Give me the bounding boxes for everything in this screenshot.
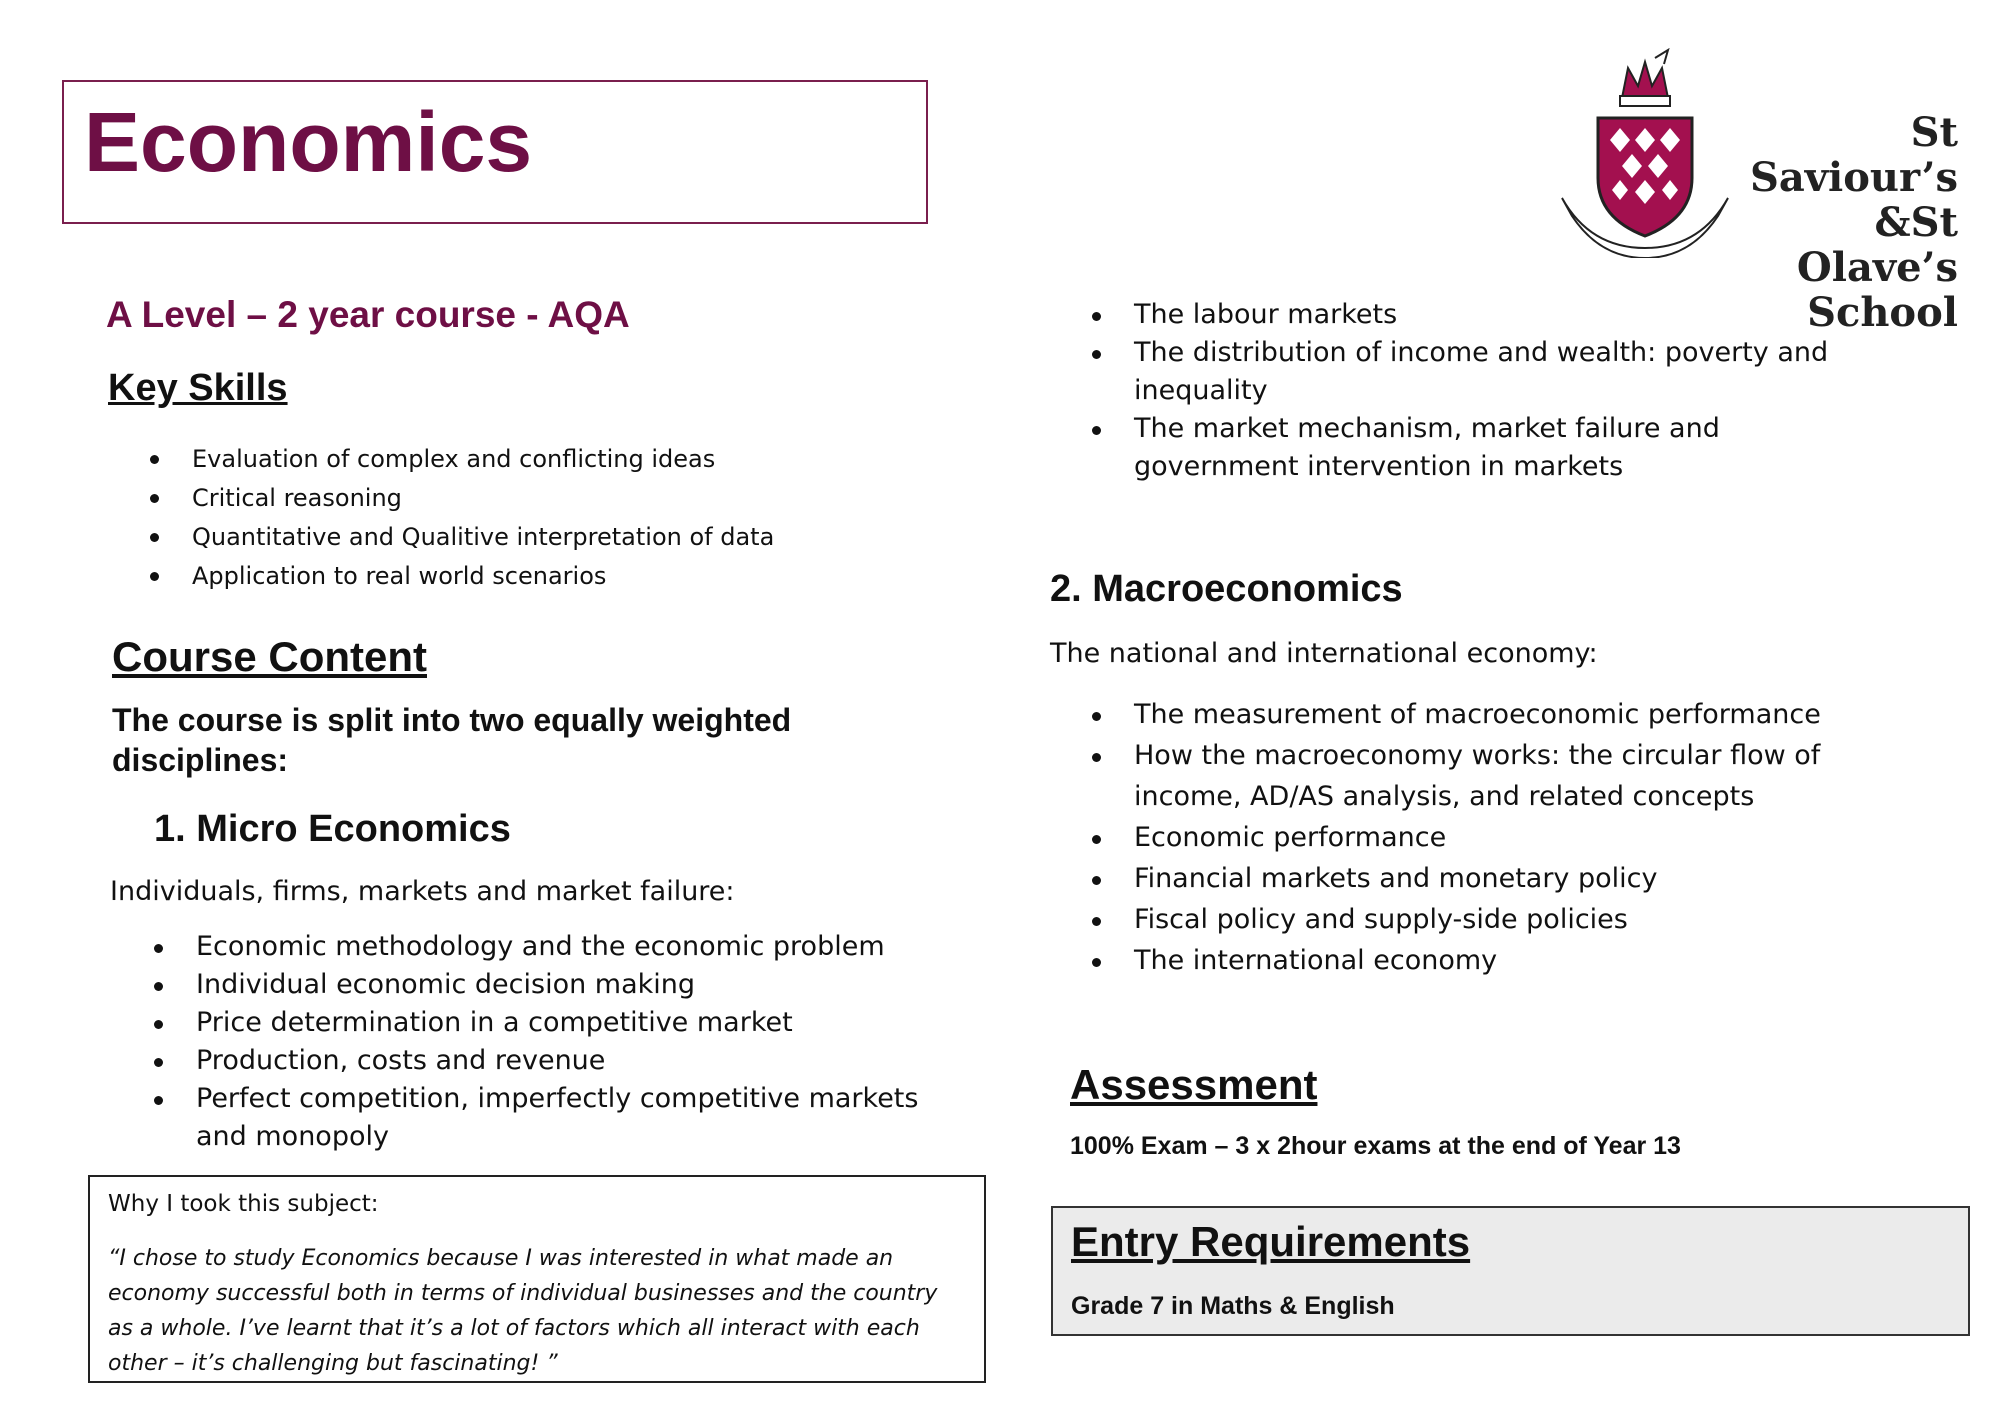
list-item-text: Fiscal policy and supply-side policies bbox=[1134, 904, 1628, 935]
bullet-icon bbox=[154, 1058, 163, 1067]
micro-intro: Individuals, firms, markets and market failure: bbox=[110, 876, 735, 907]
bullet-icon bbox=[150, 494, 159, 503]
macro-heading: 2. Macroeconomics bbox=[1050, 568, 1403, 610]
list-item bbox=[1134, 694, 1934, 735]
list-item-text: Economic performance bbox=[1134, 822, 1447, 853]
assessment-heading: Assessment bbox=[1070, 1061, 1318, 1108]
micro-heading: 1. Micro Economics bbox=[154, 808, 511, 850]
school-name-line-2: &St Olave’s bbox=[1796, 199, 1958, 291]
school-name-line-3: School bbox=[1807, 289, 1958, 336]
entry-requirements-box bbox=[1051, 1206, 1970, 1336]
list-item-text: How the macroeconomy works: the circular flow of income, AD/AS analysis, and related concepts bbox=[1134, 740, 1821, 812]
bullet-icon bbox=[154, 944, 163, 953]
list-item-text: Perfect competition, imperfectly competitive markets and monopoly bbox=[196, 1083, 919, 1152]
school-name-line-1: St Saviour’s bbox=[1750, 109, 1958, 201]
bullet-icon bbox=[1092, 876, 1101, 885]
list-item-text: Price determination in a competitive market bbox=[196, 1007, 793, 1038]
school-logo bbox=[1560, 48, 1960, 336]
list-item-text: Individual economic decision making bbox=[196, 969, 696, 1000]
course-intro: The course is split into two equally weighted disciplines: bbox=[112, 702, 792, 778]
list-item bbox=[196, 1042, 956, 1080]
list-item bbox=[192, 518, 832, 557]
list-item bbox=[196, 966, 956, 1004]
bullet-icon bbox=[154, 1096, 163, 1105]
list-item bbox=[192, 479, 832, 518]
list-item bbox=[1134, 410, 1854, 486]
list-item-text: Production, costs and revenue bbox=[196, 1045, 606, 1076]
bullet-icon bbox=[1092, 350, 1101, 359]
crest-icon bbox=[1560, 48, 1730, 258]
micro-topics-list bbox=[196, 928, 956, 1156]
bullet-icon bbox=[1092, 426, 1101, 435]
macro-intro: The national and international economy: bbox=[1050, 638, 1598, 669]
course-content-heading: Course Content bbox=[112, 633, 427, 680]
bullet-icon bbox=[150, 572, 159, 581]
list-item-text: The market mechanism, market failure and government intervention in markets bbox=[1134, 413, 1720, 482]
list-item bbox=[196, 928, 956, 966]
list-item-text: The measurement of macroeconomic performance bbox=[1134, 699, 1821, 730]
bullet-icon bbox=[150, 533, 159, 542]
assessment-text: 100% Exam – 3 x 2hour exams at the end of Year 13 bbox=[1070, 1132, 1681, 1160]
title-box bbox=[62, 80, 928, 224]
key-skills-heading: Key Skills bbox=[108, 367, 288, 409]
list-item-text: Evaluation of complex and conflicting ideas bbox=[192, 445, 716, 473]
list-item-text: The international economy bbox=[1134, 945, 1498, 976]
list-item bbox=[1134, 334, 1854, 410]
key-skills-list bbox=[192, 440, 832, 596]
bullet-icon bbox=[1092, 753, 1101, 762]
entry-requirements-heading: Entry Requirements bbox=[1071, 1218, 1471, 1265]
list-item bbox=[196, 1004, 956, 1042]
list-item-text: Economic methodology and the economic problem bbox=[196, 931, 885, 962]
list-item bbox=[192, 440, 832, 479]
page-title: Economics bbox=[84, 95, 533, 189]
bullet-icon bbox=[1092, 312, 1101, 321]
list-item-text: Quantitative and Qualitive interpretation of data bbox=[192, 523, 775, 551]
list-item-text: Application to real world scenarios bbox=[192, 562, 607, 590]
testimonial-box bbox=[88, 1175, 986, 1383]
list-item bbox=[1134, 940, 1934, 981]
list-item bbox=[1134, 817, 1934, 858]
list-item bbox=[1134, 735, 1934, 817]
list-item-text: The labour markets bbox=[1134, 299, 1398, 330]
list-item bbox=[1134, 899, 1934, 940]
list-item bbox=[192, 557, 832, 596]
entry-requirements-text: Grade 7 in Maths & English bbox=[1071, 1292, 1395, 1320]
bullet-icon bbox=[154, 1020, 163, 1029]
testimonial-quote: “I chose to study Economics because I was interested in what made an economy successful both in terms of individual businesses and the country as a whole. I’ve learnt that it’s a lot of factors which all interact with each other – it’s challenging but fascinating! ” bbox=[108, 1246, 938, 1376]
macro-topics-list bbox=[1134, 694, 1934, 981]
list-item bbox=[1134, 296, 1854, 334]
bullet-icon bbox=[1092, 835, 1101, 844]
bullet-icon bbox=[1092, 958, 1101, 967]
list-item bbox=[196, 1080, 956, 1156]
list-item-text: Financial markets and monetary policy bbox=[1134, 863, 1658, 894]
list-item bbox=[1134, 858, 1934, 899]
testimonial-label: Why I took this subject: bbox=[108, 1191, 379, 1217]
bullet-icon bbox=[1092, 917, 1101, 926]
bullet-icon bbox=[150, 455, 159, 464]
list-item-text: Critical reasoning bbox=[192, 484, 402, 512]
course-subtitle: A Level – 2 year course - AQA bbox=[106, 294, 630, 335]
micro-topics-continued-list bbox=[1134, 296, 1854, 486]
bullet-icon bbox=[1092, 712, 1101, 721]
bullet-icon bbox=[154, 982, 163, 991]
list-item-text: The distribution of income and wealth: poverty and inequality bbox=[1134, 337, 1829, 406]
